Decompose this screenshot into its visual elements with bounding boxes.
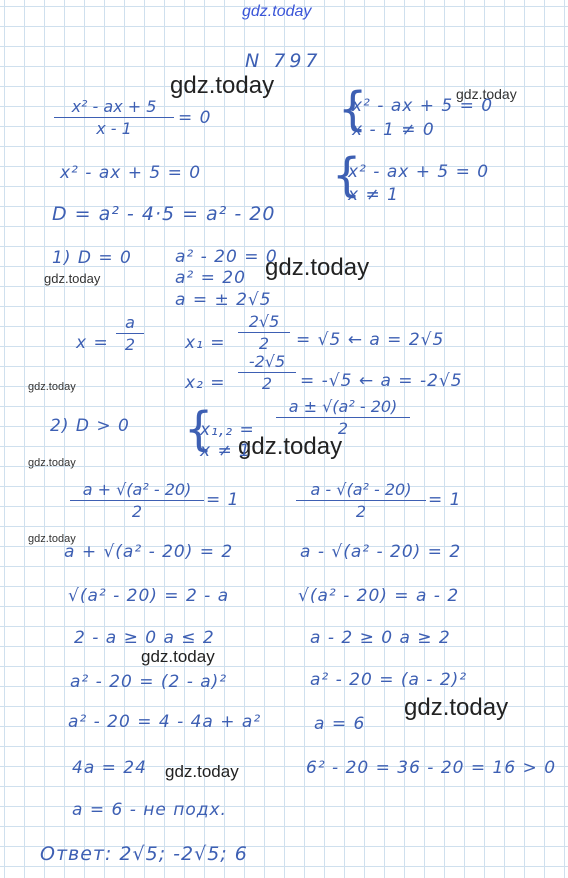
watermark-small: gdz.today [28,381,76,393]
right-line2: √(a² - 20) = a - 2 [298,586,460,606]
case2-system-fraction [276,397,410,438]
left-line4: a² - 20 = (2 - a)² [70,672,228,692]
case2-system-line2: x ≠ 1 [200,441,251,461]
watermark-small: gdz.today [28,533,76,545]
system-brace: { [338,82,368,136]
fraction-numerator: a ± √(a² - 20) [288,397,398,416]
fraction-bar [238,372,296,373]
fraction-bar [296,500,426,501]
case1-line3: a = ± 2√5 [175,290,272,310]
watermark-small: gdz.today [44,271,101,286]
fraction-numerator: x² - ax + 5 [71,97,157,116]
x1-lhs: x₁ = [185,333,226,353]
fraction-denominator: 2 [337,419,349,438]
system-brace: { [184,402,214,456]
case1-line2: a² = 20 [175,268,246,288]
system2-line1: x² - ax + 5 = 0 [348,162,490,182]
answer-line: Ответ: 2√5; -2√5; 6 [40,843,248,865]
right-root-fraction [296,480,426,521]
watermark: gdz.today [170,72,275,99]
system2-line2: x ≠ 1 [348,185,399,205]
watermark-top: gdz.today [242,3,312,20]
left-root-fraction [70,480,204,521]
fraction-numerator: 2√5 [248,312,280,331]
fraction-numerator: a [125,313,135,332]
problem-number: N 797 [245,50,322,72]
fraction-equals: = 0 [178,108,212,128]
equation-line: x² - ax + 5 = 0 [60,163,202,183]
x1-rhs: = √5 ← a = 2√5 [296,330,445,350]
watermark: gdz.today [265,254,370,281]
fraction-bar [116,333,144,334]
watermark: gdz.today [238,433,343,460]
right-line3: a - 2 ≥ 0 a ≥ 2 [310,628,451,648]
watermark-small: gdz.today [28,457,76,469]
fraction-equation [54,97,174,138]
left-line6: 4a = 24 [72,758,147,778]
system-brace: { [332,148,362,202]
left-root-equals: = 1 [206,490,240,510]
fraction-bar [238,332,290,333]
watermark: gdz.today [141,647,215,666]
left-line7: a = 6 - не подх. [72,800,227,820]
watermark: gdz.today [404,694,509,721]
x2-lhs: x₂ = [185,373,226,393]
left-line3: 2 - a ≥ 0 a ≤ 2 [74,628,215,648]
right-line1: a - √(a² - 20) = 2 [300,542,462,562]
case2-system-lhs: x₁,₂ = [200,420,255,440]
fraction-numerator: -2√5 [248,352,286,371]
fraction-denominator: 2 [124,335,136,354]
discriminant-line: D = a² - 4·5 = a² - 20 [52,203,276,225]
fraction-numerator: a - √(a² - 20) [310,480,412,499]
case2-label: 2) D > 0 [50,416,130,436]
x1-fraction [238,312,290,353]
fraction-numerator: a + √(a² - 20) [82,480,192,499]
left-line1: a + √(a² - 20) = 2 [64,542,234,562]
case1-label: 1) D = 0 [52,248,132,268]
watermark-small: gdz.today [456,86,517,102]
right-line5: a = 6 [314,714,366,734]
fraction-bar [54,117,174,118]
system1-line1: x² - ax + 5 = 0 [352,96,494,116]
x-formula-fraction [116,313,144,354]
right-line6: 6² - 20 = 36 - 20 = 16 > 0 [306,758,557,778]
left-line5: a² - 20 = 4 - 4a + a² [68,712,262,732]
right-line4: a² - 20 = (a - 2)² [310,670,468,690]
fraction-denominator: 2 [355,502,367,521]
fraction-denominator: x - 1 [96,119,132,138]
left-line2: √(a² - 20) = 2 - a [68,586,230,606]
fraction-bar [70,500,204,501]
system1-line2: x - 1 ≠ 0 [352,120,435,140]
fraction-bar [276,417,410,418]
x2-rhs: = -√5 ← a = -2√5 [300,371,463,391]
fraction-denominator: 2 [258,334,270,353]
fraction-denominator: 2 [131,502,143,521]
x-formula-lhs: x = [76,333,109,353]
x2-fraction [238,352,296,393]
watermark: gdz.today [165,762,239,781]
case1-line1: a² - 20 = 0 [175,247,278,267]
right-root-equals: = 1 [428,490,462,510]
fraction-denominator: 2 [261,374,273,393]
